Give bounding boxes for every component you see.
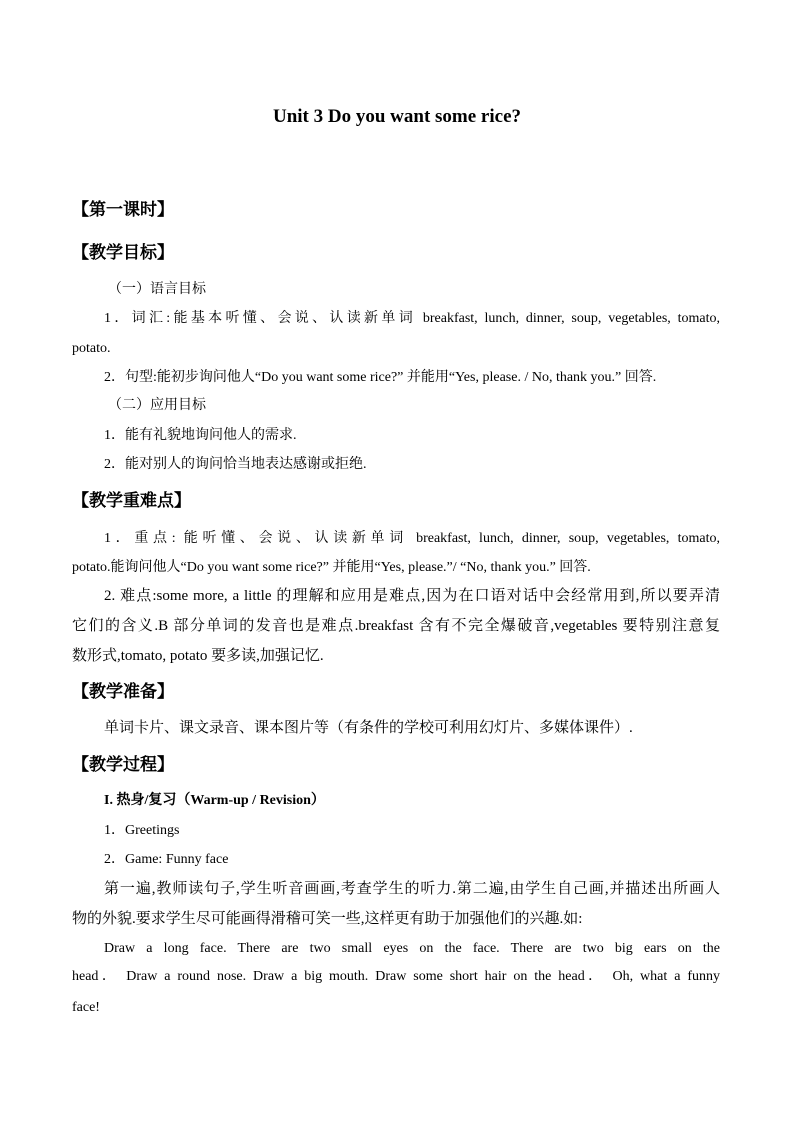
difficulty-line2: 它们的含义.B 部分单词的发音也是难点.breakfast 含有不完全爆破音,vegetables 要特别注意复 <box>72 618 720 634</box>
vocab-item-line1: 1．词汇:能基本听懂、会说、认读新单词 breakfast, lunch, dinner, soup, vegetables, tomato, <box>104 311 720 326</box>
vocab-item-line2: potato. <box>72 341 111 356</box>
greetings-item: 1．Greetings <box>104 823 180 838</box>
difficulty-line3: 数形式,tomato, potato 要多读,加强记忆. <box>72 648 324 664</box>
keypoints-heading: 【教学重难点】 <box>72 491 191 510</box>
preparation-text: 单词卡片、课文录音、课本图片等（有条件的学校可利用幻灯片、多媒体课件）. <box>104 720 633 736</box>
sentence-item: 2．句型:能初步询问他人“Do you want some rice?” 并能用“Yes, please. / No, thank you.” 回答. <box>104 370 657 385</box>
example-line1: Draw a long face. There are two small eyes on the face. There are two big ears on the <box>104 941 720 956</box>
game-item: 2．Game: Funny face <box>104 852 229 867</box>
preparation-heading: 【教学准备】 <box>72 682 174 701</box>
keypoint-1-line1: 1．重点: 能听懂、会说、认读新单词 breakfast, lunch, dinner, soup, vegetables, tomato, <box>104 531 720 546</box>
language-goal-label: （一）语言目标 <box>108 282 206 297</box>
page-title: Unit 3 Do you want some rice? <box>272 106 522 127</box>
warmup-step-title: I. 热身/复习（Warm-up / Revision） <box>104 793 325 808</box>
application-item-1: 1．能有礼貌地询问他人的需求. <box>104 428 297 443</box>
difficulty-line1: 2. 难点:some more, a little 的理解和应用是难点,因为在口语对话中会经常用到,所以要弄清 <box>104 588 720 604</box>
application-goal-label: （二）应用目标 <box>108 398 206 413</box>
objectives-heading: 【教学目标】 <box>72 243 174 262</box>
example-line3: face! <box>72 1000 100 1015</box>
lesson-heading: 【第一课时】 <box>72 200 174 219</box>
example-line2: head． Draw a round nose. Draw a big mouth. Draw some short hair on the head． Oh, what a funny <box>72 969 720 984</box>
keypoint-1-line2: potato.能询问他人“Do you want some rice?” 并能用“Yes, please.”/ “No, thank you.” 回答. <box>72 560 591 575</box>
process-heading: 【教学过程】 <box>72 755 174 774</box>
game-description-line2: 物的外貌.要求学生尽可能画得滑稽可笑一些,这样更有助于加强他们的兴趣.如: <box>72 911 583 927</box>
application-item-2: 2．能对别人的询问恰当地表达感谢或拒绝. <box>104 457 367 472</box>
game-description-line1: 第一遍,教师读句子,学生听音画画,考查学生的听力.第二遍,由学生自己画,并描述出所画人 <box>104 881 720 897</box>
